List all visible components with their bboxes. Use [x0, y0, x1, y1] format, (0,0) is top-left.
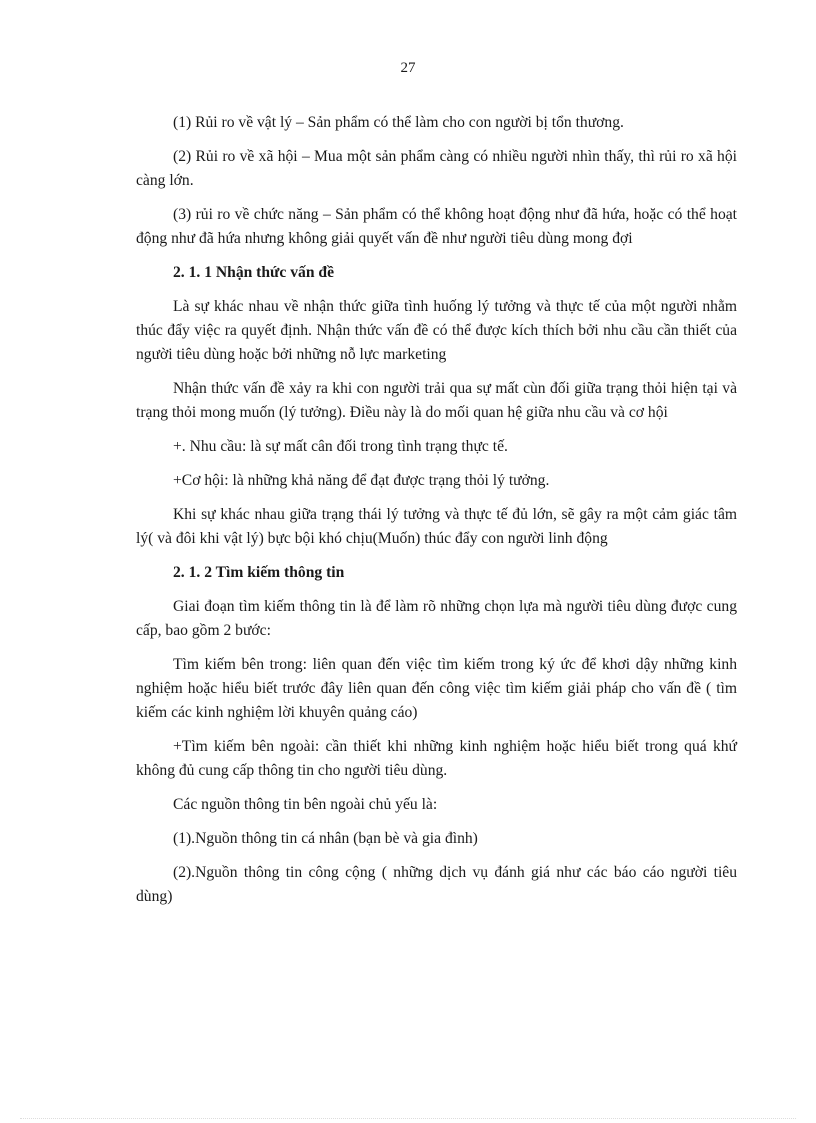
- list-item-personal-sources: (1).Nguồn thông tin cá nhân (bạn bè và gia đình): [173, 830, 478, 847]
- paragraph-risk-functional: (3) rủi ro về chức năng – Sản phẩm có thể không hoạt động như đã hứa, hoặc có thể hoạt động như đã hứa nhưng không giải quyết vấn đề như người tiêu dùng mong đợi: [136, 206, 737, 247]
- page-bottom-divider: [20, 1118, 796, 1119]
- page-body: [136, 111, 737, 919]
- paragraph-need: +. Nhu cầu: là sự mất cân đối trong tình trạng thực tế.: [173, 438, 508, 455]
- page-number: 27: [400, 60, 416, 76]
- paragraph: Nhận thức vấn đề xảy ra khi con người trải qua sự mất cùn đối giữa trạng thỏi hiện tại và trạng thỏi mong muốn (lý tưởng). Điều này là do mối quan hệ giữa nhu cầu và cơ hội: [136, 380, 737, 421]
- paragraph: Giai đoạn tìm kiếm thông tin là để làm rõ những chọn lựa mà người tiêu dùng được cung cấp, bao gồm 2 bước:: [136, 598, 737, 639]
- section-heading-problem-recognition: 2. 1. 1 Nhận thức vấn đề: [173, 264, 334, 281]
- paragraph: Khi sự khác nhau giữa trạng thái lý tưởng và thực tế đủ lớn, sẽ gây ra một cảm giác tâm lý( và đôi khi vật lý) bực bội khó chịu(Muốn) thúc đẩy con người linh động: [136, 506, 737, 547]
- paragraph: Các nguồn thông tin bên ngoài chủ yếu là:: [173, 796, 438, 813]
- paragraph-risk-physical: (1) Rủi ro về vật lý – Sản phẩm có thể làm cho con người bị tổn thương.: [173, 114, 624, 131]
- section-heading-information-search: 2. 1. 2 Tìm kiếm thông tin: [173, 564, 345, 581]
- paragraph-risk-social: (2) Rủi ro về xã hội – Mua một sản phẩm càng có nhiều người nhìn thấy, thì rủi ro xã hội càng lớn.: [136, 148, 737, 189]
- list-item-public-sources: (2).Nguồn thông tin công cộng ( những dịch vụ đánh giá như các báo cáo người tiêu dùng): [136, 864, 737, 905]
- paragraph-internal-search: Tìm kiếm bên trong: liên quan đến việc tìm kiếm trong ký ức để khơi dậy những kinh nghiệm hoặc hiểu biết trước đây liên quan đến công việc tìm kiếm giải pháp cho vấn đề ( tìm kiếm các kinh nghiệm lời khuyên quảng cáo): [136, 656, 737, 721]
- paragraph-external-search: +Tìm kiếm bên ngoài: cần thiết khi những kinh nghiệm hoặc hiểu biết trong quá khứ không đủ cung cấp thông tin cho người tiêu dùng.: [136, 738, 737, 779]
- paragraph: Là sự khác nhau về nhận thức giữa tình huống lý tưởng và thực tế của một người nhằm thúc đẩy việc ra quyết định. Nhận thức vấn đề có thể được kích thích bởi nhu cầu cần thiết của người tiêu dùng hoặc bởi những nỗ lực marketing: [136, 298, 737, 363]
- paragraph-opportunity: +Cơ hội: là những khả năng để đạt được trạng thỏi lý tưởng.: [173, 472, 550, 489]
